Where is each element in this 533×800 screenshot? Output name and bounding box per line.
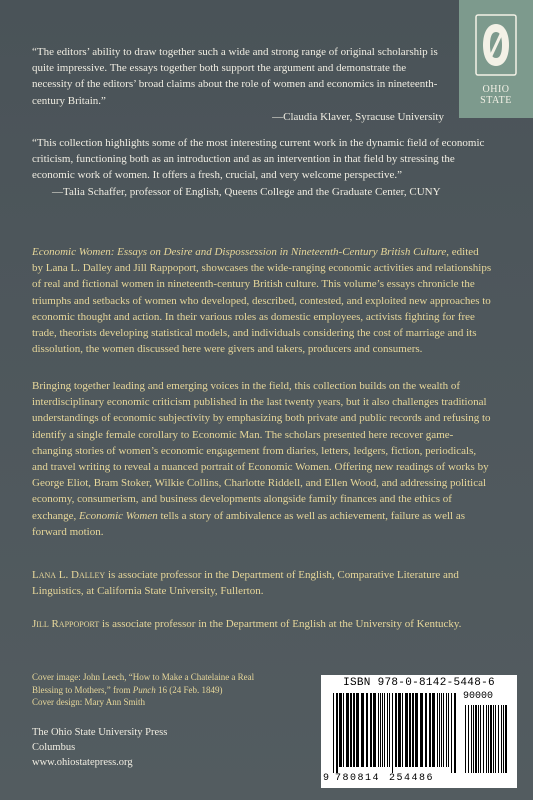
barcode-bar: [437, 693, 438, 767]
blurb-2-quote: “This collection highlights some of the most interesting current work in the dynamic field of economic criticism, functioning both as an introduction and as an intervention in that field by stressing the economic work of women. It offers a fresh, crucial, and very welcome perspective.”: [32, 137, 485, 182]
barcode-bar: [361, 693, 364, 767]
cover-image-publication: Punch: [132, 684, 156, 695]
barcode-bar: [333, 693, 334, 773]
ohio-state-logo: [459, 0, 533, 118]
barcode-bar: [451, 693, 452, 773]
barcode-addon-bar: [490, 705, 492, 773]
barcode-bar: [429, 693, 431, 767]
editor-bio-2: [32, 616, 472, 632]
publisher-url: www.ohiostatepress.org: [32, 757, 133, 768]
barcode-bar: [378, 693, 379, 767]
barcode-addon-bar: [475, 705, 477, 773]
barcode-addon-bar: [486, 705, 487, 773]
editor-2-bio: is associate professor in the Department of English at the University of Kentucky.: [99, 618, 462, 630]
editor-2-name: Jill Rappoport: [32, 618, 100, 630]
barcode-bar: [339, 693, 342, 767]
barcode-bar: [425, 693, 427, 767]
barcode-addon-bar: [488, 705, 489, 773]
blurb-1-quote: “The editors’ ability to draw together such a wide and strong range of original scholarship is quite impressive. The essays together both support the argument and demonstrate the necessity of the editors’ broad claims about the role of women and economics in nineteenth-century Britain.”: [32, 46, 438, 107]
barcode-lead-digit: 9: [323, 773, 330, 784]
barcode-addon-bar: [473, 705, 474, 773]
barcode-bar: [412, 693, 414, 767]
barcode-addon-bar: [480, 705, 481, 773]
publisher-name: The Ohio State University Press: [32, 727, 168, 738]
editor-1-name: Lana L. Dalley: [32, 569, 106, 581]
barcode-bar: [353, 693, 355, 767]
barcode-bar: [373, 693, 376, 767]
barcode-bar: [409, 693, 411, 767]
logo-line-2: STATE: [480, 95, 512, 106]
barcode-bar: [398, 693, 401, 767]
description-paragraph-2: [32, 378, 492, 540]
barcode-addon-bar: [501, 705, 502, 773]
barcode-bar: [446, 693, 447, 767]
barcode-addon-bar: [483, 705, 484, 773]
cover-design-credit: Cover design: Mary Ann Smith: [32, 697, 145, 707]
barcode-bar: [387, 693, 388, 767]
book-title: Economic Women: Essays on Desire and Dispossession in Nineteenth-Century British Culture: [32, 246, 447, 258]
barcode-bar: [441, 693, 442, 767]
barcode-addon-bar: [478, 705, 479, 773]
barcode-bar: [366, 693, 368, 767]
blurb-1: [32, 44, 444, 125]
description-paragraph-2-title: Economic Women: [79, 509, 158, 522]
barcode-bar: [356, 693, 359, 767]
barcode-bar: [448, 693, 449, 767]
editor-1-bio: is associate professor in the Department of English, Comparative Literature and Linguistics, at California State University, Fullerton.: [32, 569, 459, 598]
barcode-bars: [327, 691, 511, 775]
cover-credits: [32, 671, 282, 709]
barcode-addon-bar: [505, 705, 507, 773]
barcode-bar: [439, 693, 440, 767]
barcode-addon-bar: [465, 705, 466, 773]
barcode-group-2: 254486: [389, 773, 435, 784]
barcode-bar: [389, 693, 390, 767]
barcode-bar: [415, 693, 418, 767]
blurb-1-attribution: —Claudia Klaver, Syracuse University: [272, 110, 444, 123]
blurb-2: [32, 135, 487, 200]
barcode-addon-bar: [493, 705, 494, 773]
barcode-addon-bar: [471, 705, 472, 773]
barcode-bar: [343, 693, 344, 767]
barcode-addon-bar: [495, 705, 496, 773]
barcode-addon-bar: [498, 705, 499, 773]
barcode-bar: [380, 693, 381, 767]
barcode-bar: [392, 693, 393, 773]
barcode-bar: [370, 693, 372, 767]
barcode-bar: [443, 693, 444, 767]
isbn-label: ISBN 978-0-8142-5448-6: [343, 677, 495, 689]
ohio-state-block-o-icon: [475, 14, 517, 76]
barcode-bar: [384, 693, 385, 767]
barcode-bar: [405, 693, 408, 767]
cover-image-credit-b: 16 (24 Feb. 1849): [155, 684, 223, 695]
description-paragraph-2-text-a: Bringing together leading and emerging voices in the field, this collection builds on the wealth of interdisciplinary economic criticism published in the last twenty years, but it also challenges traditional understandings of economic subjectivity by emphasizing both private and public records and refusing to identify a single female corollary to Economic Man. The scholars presented here recover game-changing stories of women’s economic engagement from diaries, letters, ledgers, fiction, periodicals, and travel writing to reveal a nuanced portrait of Economic Women. Offering new readings of works by George Eliot, Bram Stoker, Wilkie Collins, Charlotte Riddell, and Ellen Wood, and addressing political economy, consumerism, and business developments alongside family finances and the ethics of exchange,: [32, 380, 491, 522]
editor-bio-1: [32, 567, 472, 599]
barcode-addon-digits: 90000: [463, 691, 494, 702]
barcode-bar: [432, 693, 435, 767]
barcode-addon-bar: [503, 705, 504, 773]
description-paragraph-1-text: , edited by Lana L. Dalley and Jill Rappoport, showcases the wide-ranging economic activities and relationships of real and fictional women in nineteenth-century British culture. This volume’s essays chronicle the triumphs and setbacks of women who developed, described, contested, and exploited new approaches to economic thought and action. In their various roles as domestic employees, activists fighting for free trade, theorists developing statistical models, and individuals considering the cost of marriage and its dissolution, the women discussed here were givers and takers, producers and consumers.: [32, 246, 492, 356]
logo-line-1: OHIO: [482, 84, 510, 95]
cover-image-credit-a: Cover image: John Leech, “How to Make a Chatelaine a Real Blessing to Mothers,” from: [32, 672, 255, 695]
description-paragraph-1: [32, 244, 492, 357]
blurb-2-attribution: —Talia Schaffer, professor of English, Queens College and the Graduate Center, CUNY: [52, 185, 441, 198]
barcode-bar: [346, 693, 349, 767]
barcode-bar: [336, 693, 338, 773]
barcode-bar: [395, 693, 397, 767]
barcode-bar: [382, 693, 383, 767]
barcode-bar: [402, 693, 403, 767]
barcode-group-1: 780814: [335, 773, 381, 784]
publisher-block: [32, 725, 282, 770]
barcode-bar: [454, 693, 456, 773]
description-paragraph-2-text-b: tells a story of ambivalence as well as achievement, failure as well as forward motion.: [32, 509, 466, 538]
publisher-city: Columbus: [32, 742, 76, 753]
barcode-bar: [420, 693, 423, 767]
barcode-bar: [350, 693, 352, 767]
barcode-addon-bar: [468, 705, 469, 773]
isbn-barcode: [321, 675, 517, 788]
